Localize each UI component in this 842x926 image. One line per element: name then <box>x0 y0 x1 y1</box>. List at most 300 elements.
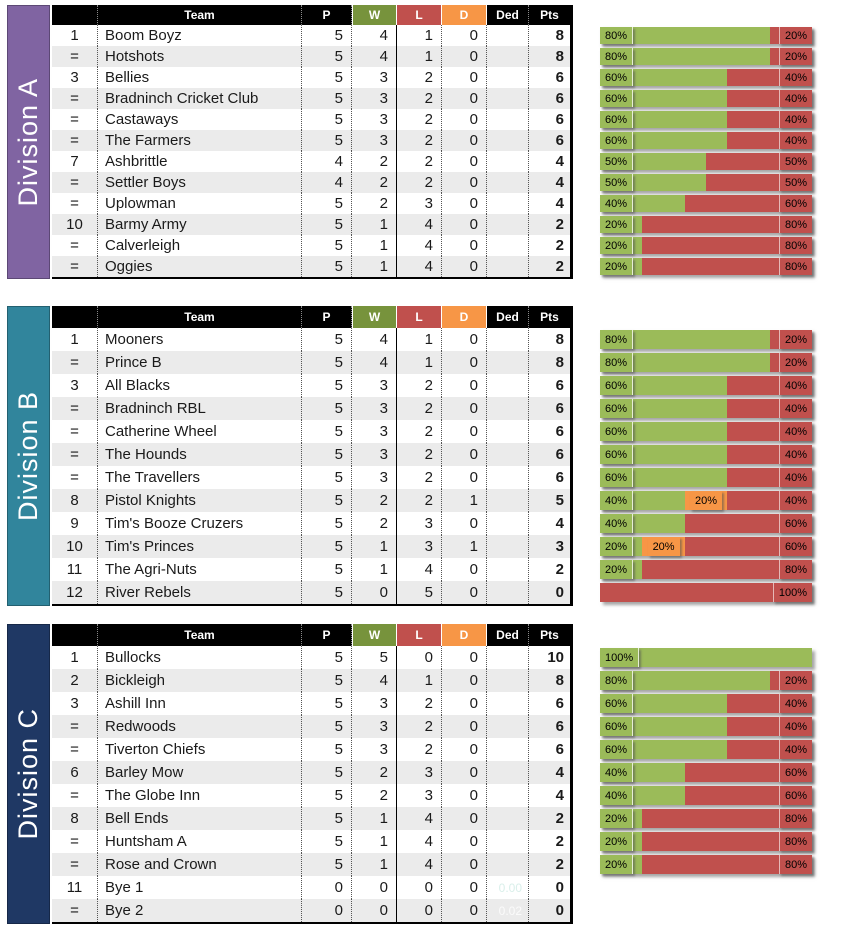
team-cell: Barmy Army <box>98 214 302 235</box>
p-cell: 5 <box>302 328 352 351</box>
ded-cell <box>487 807 529 830</box>
team-cell: The Travellers <box>98 466 302 489</box>
stacked-bar <box>600 763 812 782</box>
loss-segment <box>642 809 812 828</box>
header-cell-wins: W <box>352 624 397 646</box>
stacked-bar <box>600 48 812 65</box>
table-row <box>52 876 570 899</box>
ded-cell <box>487 692 529 715</box>
d-cell: 0 <box>442 235 487 256</box>
loss-segment <box>642 560 812 579</box>
chart-bar-row <box>600 784 837 807</box>
ded-cell <box>487 256 529 277</box>
loss-label: 40% <box>779 694 812 713</box>
chart-bars <box>600 646 837 876</box>
chart-bar-row <box>600 853 837 876</box>
p-cell: 5 <box>302 715 352 738</box>
team-cell: Bradninch Cricket Club <box>98 88 302 109</box>
chart-bar-row <box>600 88 837 109</box>
pts-cell: 8 <box>555 331 564 348</box>
loss-label: 50% <box>779 153 812 170</box>
loss-segment <box>770 48 812 65</box>
table-row <box>52 109 570 130</box>
pts-cell: 8 <box>555 27 564 44</box>
pts-cell: 0 <box>555 584 564 601</box>
w-cell: 0 <box>352 899 397 922</box>
pts-cell: 6 <box>555 90 564 107</box>
loss-label: 80% <box>779 855 812 874</box>
table-row <box>52 351 570 374</box>
table-row <box>52 646 570 669</box>
team-cell: Bradninch RBL <box>98 397 302 420</box>
rank-cell: = <box>52 466 98 489</box>
w-cell: 3 <box>352 466 397 489</box>
chart-bars <box>600 25 837 277</box>
p-cell: 5 <box>302 214 352 235</box>
w-cell: 3 <box>352 738 397 761</box>
w-cell: 2 <box>352 489 397 512</box>
loss-segment <box>642 237 812 254</box>
l-cell: 2 <box>397 466 442 489</box>
header-cell-team: Team <box>98 624 302 646</box>
win-segment <box>600 855 642 874</box>
p-cell: 0 <box>302 899 352 922</box>
division-section-division-b <box>7 306 837 606</box>
pts-cell: 4 <box>555 764 564 781</box>
table-row <box>52 397 570 420</box>
loss-segment <box>727 399 812 418</box>
win-segment <box>600 237 642 254</box>
d-cell: 0 <box>442 558 487 581</box>
p-cell: 5 <box>302 466 352 489</box>
w-cell: 1 <box>352 830 397 853</box>
ded-cell <box>487 715 529 738</box>
l-cell: 2 <box>397 443 442 466</box>
loss-label: 80% <box>779 237 812 254</box>
stacked-bar <box>600 399 812 418</box>
win-segment <box>600 763 685 782</box>
stacked-bar <box>600 258 812 275</box>
ded-cell <box>487 669 529 692</box>
table-row <box>52 25 570 46</box>
ded-cell <box>487 489 529 512</box>
winloss-chart <box>600 646 837 876</box>
team-cell: Bellies <box>98 67 302 88</box>
win-segment <box>600 111 727 128</box>
win-segment <box>600 422 727 441</box>
l-cell: 4 <box>397 853 442 876</box>
loss-segment <box>770 330 812 349</box>
ded-cell <box>487 351 529 374</box>
rank-cell: = <box>52 738 98 761</box>
p-cell: 5 <box>302 761 352 784</box>
l-cell: 4 <box>397 558 442 581</box>
l-cell: 2 <box>397 397 442 420</box>
p-cell: 0 <box>302 876 352 899</box>
w-cell: 5 <box>352 646 397 669</box>
ded-cell <box>487 397 529 420</box>
loss-segment <box>727 468 812 487</box>
chart-bar-row <box>600 172 837 193</box>
rank-cell: = <box>52 784 98 807</box>
stacked-bar <box>600 786 812 805</box>
w-cell: 0 <box>352 581 397 604</box>
table-row <box>52 830 570 853</box>
win-segment <box>600 648 812 667</box>
d-cell: 0 <box>442 512 487 535</box>
ded-cell <box>487 25 529 46</box>
pts-cell: 6 <box>555 446 564 463</box>
rank-cell: = <box>52 853 98 876</box>
chart-bar-row <box>600 830 837 853</box>
d-cell: 0 <box>442 328 487 351</box>
ded-cell <box>487 784 529 807</box>
w-cell: 3 <box>352 130 397 151</box>
pts-cell: 2 <box>555 237 564 254</box>
loss-label: 50% <box>779 174 812 191</box>
loss-segment <box>727 694 812 713</box>
p-cell: 5 <box>302 443 352 466</box>
table-row <box>52 46 570 67</box>
loss-segment <box>727 445 812 464</box>
loss-label: 60% <box>779 786 812 805</box>
rank-cell: 12 <box>52 581 98 604</box>
p-cell: 5 <box>302 669 352 692</box>
win-segment <box>600 174 706 191</box>
d-cell: 0 <box>442 88 487 109</box>
division-sidebar <box>7 306 50 606</box>
win-segment <box>600 376 727 395</box>
win-label: 60% <box>600 740 633 759</box>
loss-label: 40% <box>779 69 812 86</box>
table-row <box>52 420 570 443</box>
team-cell: Boom Boyz <box>98 25 302 46</box>
pts-cell: 6 <box>555 69 564 86</box>
pts-cell: 2 <box>555 216 564 233</box>
p-cell: 5 <box>302 738 352 761</box>
stacked-bar <box>600 27 812 44</box>
rank-cell: 6 <box>52 761 98 784</box>
l-cell: 4 <box>397 214 442 235</box>
table-header-row <box>52 306 570 328</box>
p-cell: 5 <box>302 25 352 46</box>
loss-label: 20% <box>779 27 812 44</box>
team-cell: Mooners <box>98 328 302 351</box>
stacked-bar <box>600 445 812 464</box>
chart-bars <box>600 328 837 604</box>
win-label: 60% <box>600 132 633 149</box>
table-row <box>52 715 570 738</box>
ded-cell <box>487 853 529 876</box>
p-cell: 5 <box>302 535 352 558</box>
d-cell: 0 <box>442 151 487 172</box>
loss-label: 40% <box>779 468 812 487</box>
ded-cell <box>487 581 529 604</box>
p-cell: 5 <box>302 853 352 876</box>
d-cell: 0 <box>442 876 487 899</box>
l-cell: 3 <box>397 512 442 535</box>
ded-cell: 0.00 <box>487 876 529 899</box>
rank-cell: 3 <box>52 67 98 88</box>
d-cell: 0 <box>442 374 487 397</box>
table-row <box>52 235 570 256</box>
loss-segment <box>727 69 812 86</box>
header-cell-played: P <box>302 5 352 25</box>
l-cell: 2 <box>397 715 442 738</box>
loss-label: 40% <box>779 422 812 441</box>
l-cell: 2 <box>397 172 442 193</box>
ded-cell <box>487 88 529 109</box>
win-label: 40% <box>600 763 633 782</box>
table-row <box>52 784 570 807</box>
d-cell: 1 <box>442 489 487 512</box>
win-segment <box>600 353 770 372</box>
ded-cell <box>487 374 529 397</box>
chart-bar-row <box>600 214 837 235</box>
pts-cell: 0 <box>555 879 564 896</box>
stacked-bar <box>600 195 812 212</box>
ded-cell <box>487 151 529 172</box>
win-label: 50% <box>600 174 633 191</box>
team-cell: Bullocks <box>98 646 302 669</box>
l-cell: 4 <box>397 807 442 830</box>
pts-cell: 3 <box>555 538 564 555</box>
rank-cell: = <box>52 46 98 67</box>
team-cell: The Agri-Nuts <box>98 558 302 581</box>
l-cell: 4 <box>397 256 442 277</box>
team-cell: The Globe Inn <box>98 784 302 807</box>
table-header-row <box>52 624 570 646</box>
d-cell: 1 <box>442 535 487 558</box>
pts-cell: 4 <box>555 195 564 212</box>
chart-bar-row <box>600 397 837 420</box>
header-cell-points: Pts <box>540 8 559 22</box>
table-row <box>52 692 570 715</box>
rank-cell: 2 <box>52 669 98 692</box>
stacked-bar <box>600 740 812 759</box>
rank-cell: 1 <box>52 328 98 351</box>
division-sidebar <box>7 5 50 279</box>
p-cell: 5 <box>302 830 352 853</box>
win-segment <box>600 132 727 149</box>
win-label: 60% <box>600 69 633 86</box>
table-row <box>52 853 570 876</box>
win-segment <box>600 153 706 170</box>
w-cell: 2 <box>352 172 397 193</box>
win-segment <box>600 69 727 86</box>
chart-bar-row <box>600 130 837 151</box>
d-cell: 0 <box>442 443 487 466</box>
pts-cell: 2 <box>555 833 564 850</box>
header-cell-deductions: Ded <box>487 5 529 25</box>
chart-bar-row <box>600 669 837 692</box>
pts-cell: 2 <box>555 258 564 275</box>
league-table <box>52 5 573 279</box>
win-label: 60% <box>600 717 633 736</box>
win-segment <box>600 90 727 107</box>
p-cell: 5 <box>302 256 352 277</box>
win-segment <box>600 258 642 275</box>
division-label: Division B <box>13 390 43 522</box>
d-cell: 0 <box>442 351 487 374</box>
rank-cell: 1 <box>52 25 98 46</box>
team-cell: River Rebels <box>98 581 302 604</box>
team-cell: Ashill Inn <box>98 692 302 715</box>
w-cell: 2 <box>352 761 397 784</box>
win-segment <box>600 537 642 556</box>
l-cell: 3 <box>397 193 442 214</box>
win-label: 20% <box>600 537 633 556</box>
w-cell: 2 <box>352 512 397 535</box>
p-cell: 5 <box>302 374 352 397</box>
ded-cell <box>487 646 529 669</box>
table-row <box>52 489 570 512</box>
win-label: 20% <box>600 832 633 851</box>
loss-segment <box>770 353 812 372</box>
stacked-bar <box>600 468 812 487</box>
win-label: 40% <box>600 491 633 510</box>
rank-cell: = <box>52 420 98 443</box>
d-cell: 0 <box>442 214 487 235</box>
win-segment <box>600 694 727 713</box>
table-row <box>52 151 570 172</box>
ded-cell <box>487 761 529 784</box>
p-cell: 5 <box>302 692 352 715</box>
l-cell: 2 <box>397 130 442 151</box>
p-cell: 5 <box>302 67 352 88</box>
loss-segment <box>706 174 812 191</box>
table-row <box>52 761 570 784</box>
w-cell: 2 <box>352 151 397 172</box>
w-cell: 3 <box>352 109 397 130</box>
team-cell: The Farmers <box>98 130 302 151</box>
l-cell: 1 <box>397 46 442 67</box>
loss-label: 40% <box>779 111 812 128</box>
w-cell: 4 <box>352 351 397 374</box>
loss-segment <box>685 537 812 556</box>
team-cell: Calverleigh <box>98 235 302 256</box>
ded-cell <box>487 466 529 489</box>
pts-cell: 8 <box>555 354 564 371</box>
loss-label: 60% <box>779 514 812 533</box>
d-cell: 0 <box>442 784 487 807</box>
w-cell: 3 <box>352 67 397 88</box>
loss-segment <box>600 583 812 602</box>
pts-cell: 4 <box>555 787 564 804</box>
division-label: Division A <box>13 77 43 207</box>
chart-bar-row <box>600 151 837 172</box>
loss-segment <box>727 90 812 107</box>
ded-cell <box>487 830 529 853</box>
loss-segment <box>642 855 812 874</box>
chart-bar-row <box>600 761 837 784</box>
team-cell: Uplowman <box>98 193 302 214</box>
draw-segment <box>685 491 727 510</box>
win-label: 20% <box>600 258 633 275</box>
loss-segment <box>685 195 812 212</box>
p-cell: 5 <box>302 88 352 109</box>
p-cell: 5 <box>302 807 352 830</box>
pts-cell: 10 <box>547 649 564 666</box>
chart-bar-row <box>600 328 837 351</box>
loss-segment <box>727 111 812 128</box>
win-label: 40% <box>600 514 633 533</box>
loss-label: 60% <box>779 763 812 782</box>
win-label: 60% <box>600 422 633 441</box>
w-cell: 4 <box>352 25 397 46</box>
p-cell: 5 <box>302 646 352 669</box>
ded-cell <box>487 535 529 558</box>
l-cell: 2 <box>397 109 442 130</box>
loss-segment <box>642 216 812 233</box>
header-cell-draws: D <box>442 5 487 25</box>
loss-segment <box>642 832 812 851</box>
chart-bar-row <box>600 535 837 558</box>
win-segment <box>600 740 727 759</box>
table-row <box>52 512 570 535</box>
loss-segment <box>685 514 812 533</box>
pts-cell: 2 <box>555 856 564 873</box>
header-cell-played: P <box>302 306 352 328</box>
win-segment <box>600 399 727 418</box>
win-label: 100% <box>600 648 639 667</box>
chart-bar-row <box>600 351 837 374</box>
rank-cell: 9 <box>52 512 98 535</box>
pts-cell: 6 <box>555 695 564 712</box>
header-cell-played: P <box>302 624 352 646</box>
chart-bar-row <box>600 420 837 443</box>
chart-bar-row <box>600 558 837 581</box>
l-cell: 0 <box>397 899 442 922</box>
rank-cell: = <box>52 715 98 738</box>
p-cell: 5 <box>302 46 352 67</box>
header-cell-rank <box>52 5 98 25</box>
loss-label: 40% <box>779 717 812 736</box>
ded-cell <box>487 214 529 235</box>
ded-cell <box>487 328 529 351</box>
stacked-bar <box>600 353 812 372</box>
win-segment <box>600 27 770 44</box>
ded-cell <box>487 46 529 67</box>
d-cell: 0 <box>442 807 487 830</box>
rank-cell: = <box>52 172 98 193</box>
stacked-bar <box>600 560 812 579</box>
rank-cell: = <box>52 899 98 922</box>
team-cell: The Hounds <box>98 443 302 466</box>
team-cell: All Blacks <box>98 374 302 397</box>
loss-label: 20% <box>779 48 812 65</box>
header-cell-points: Pts <box>540 310 559 324</box>
w-cell: 1 <box>352 558 397 581</box>
w-cell: 1 <box>352 214 397 235</box>
loss-label: 40% <box>779 132 812 149</box>
rank-cell: 1 <box>52 646 98 669</box>
win-segment <box>600 445 727 464</box>
division-label: Division C <box>13 708 43 840</box>
loss-label: 40% <box>779 445 812 464</box>
ded-cell <box>487 558 529 581</box>
win-label: 60% <box>600 376 633 395</box>
l-cell: 3 <box>397 761 442 784</box>
stacked-bar <box>600 855 812 874</box>
stacked-bar <box>600 537 812 556</box>
loss-segment <box>727 422 812 441</box>
p-cell: 5 <box>302 489 352 512</box>
w-cell: 1 <box>352 235 397 256</box>
p-cell: 4 <box>302 172 352 193</box>
loss-label: 40% <box>779 90 812 107</box>
win-label: 50% <box>600 153 633 170</box>
